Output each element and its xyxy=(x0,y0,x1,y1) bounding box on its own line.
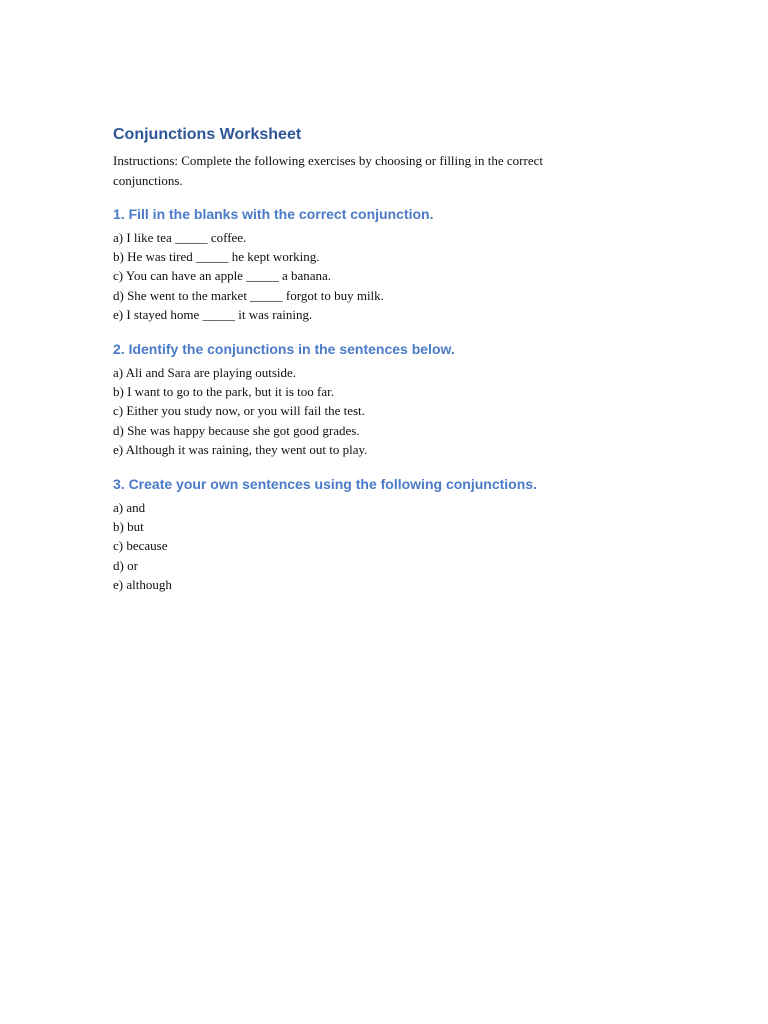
section-heading: 2. Identify the conjunctions in the sentences below. xyxy=(113,341,455,358)
list-item: d) She went to the market _____ forgot to buy milk. xyxy=(113,287,384,303)
list-item: e) although xyxy=(113,576,172,592)
list-item: c) Either you study now, or you will fail the test. xyxy=(113,403,365,419)
list-item: c) because xyxy=(113,538,168,554)
worksheet-page xyxy=(113,124,673,609)
list-item: a) and xyxy=(113,500,146,516)
list-item: e) I stayed home _____ it was raining. xyxy=(113,306,313,322)
list-item: a) Ali and Sara are playing outside. xyxy=(113,365,297,381)
exercise-list xyxy=(113,363,673,459)
list-item: d) or xyxy=(113,557,138,573)
section-create-sentences xyxy=(113,474,673,594)
list-item: b) He was tired _____ he kept working. xyxy=(113,249,320,265)
section-heading: 3. Create your own sentences using the following conjunctions. xyxy=(113,476,537,493)
page-title: Conjunctions Worksheet xyxy=(113,126,302,143)
exercise-list xyxy=(113,498,673,594)
section-heading: 1. Fill in the blanks with the correct conjunction. xyxy=(113,206,434,222)
instructions-text: Instructions: Complete the following exercises by choosing or filling in the correct conjunctions. xyxy=(113,153,543,188)
section-identify-conjunctions xyxy=(113,339,673,459)
list-item: e) Although it was raining, they went out to play. xyxy=(113,441,368,457)
list-item: b) I want to go to the park, but it is too far. xyxy=(113,384,334,400)
list-item: c) You can have an apple _____ a banana. xyxy=(113,268,332,284)
section-fill-in-blanks xyxy=(113,204,673,324)
exercise-list xyxy=(113,228,673,324)
list-item: b) but xyxy=(113,519,144,535)
list-item: a) I like tea _____ coffee. xyxy=(113,230,247,245)
list-item: d) She was happy because she got good grades. xyxy=(113,422,360,438)
